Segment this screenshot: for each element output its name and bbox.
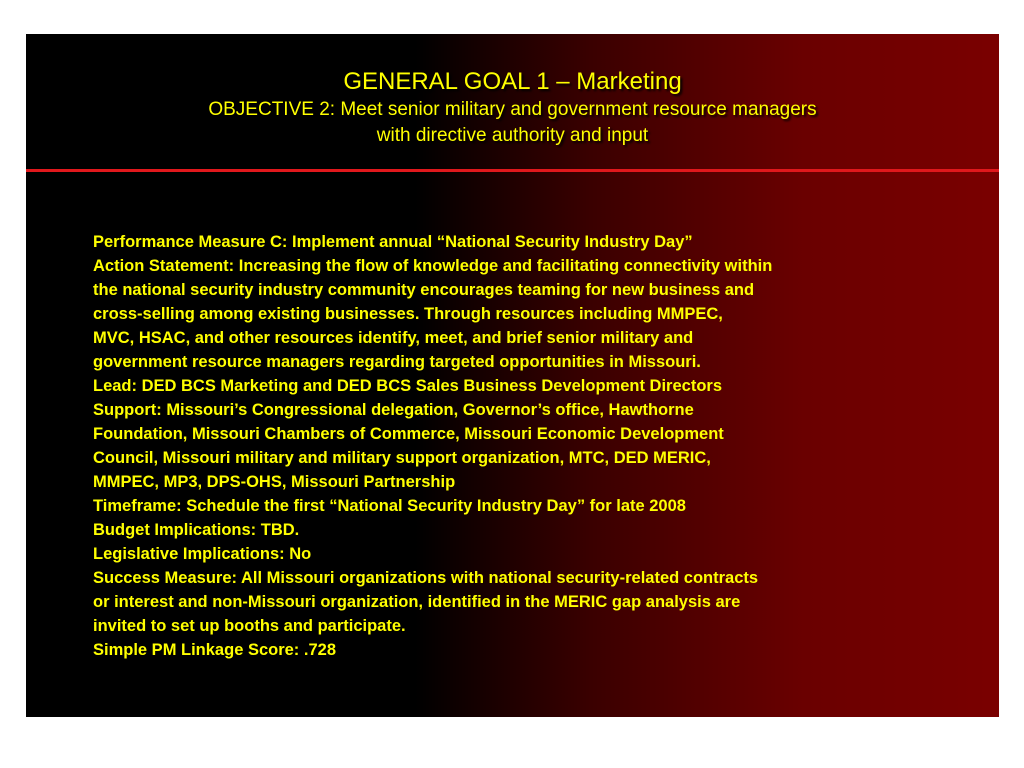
performance-measure-line: Performance Measure C: Implement annual “National Security Industry Day” xyxy=(93,233,693,251)
body-text-line: or interest and non-Missouri organization, identified in the MERIC gap analysis are xyxy=(93,593,741,611)
title-block xyxy=(26,67,999,149)
legislative-implications-line: Legislative Implications: No xyxy=(93,545,312,563)
body-text-line: Council, Missouri military and military support organization, MTC, DED MERIC, xyxy=(93,449,711,467)
success-measure-line: Success Measure: All Missouri organizations with national security-related contracts xyxy=(93,569,759,587)
slide-subtitle-line: with directive authority and input xyxy=(376,125,649,146)
slide-subtitle-line: OBJECTIVE 2: Meet senior military and government resource managers xyxy=(208,99,817,120)
timeframe-line: Timeframe: Schedule the first “National Security Industry Day” for late 2008 xyxy=(93,497,686,515)
body-text-line: MMPEC, MP3, DPS-OHS, Missouri Partnership xyxy=(93,473,456,491)
action-statement-line: Action Statement: Increasing the flow of knowledge and facilitating connectivity within xyxy=(93,257,773,275)
lead-line: Lead: DED BCS Marketing and DED BCS Sales Business Development Directors xyxy=(93,377,722,395)
slide-body xyxy=(93,230,953,662)
body-text-line: invited to set up booths and participate. xyxy=(93,617,406,635)
body-text-line: the national security industry community encourages teaming for new business and xyxy=(93,281,755,299)
body-text-line: government resource managers regarding targeted opportunities in Missouri. xyxy=(93,353,701,371)
title-divider xyxy=(26,169,999,172)
slide-title: GENERAL GOAL 1 – Marketing xyxy=(343,68,682,95)
budget-implications-line: Budget Implications: TBD. xyxy=(93,521,300,539)
body-text-line: MVC, HSAC, and other resources identify, meet, and brief senior military and xyxy=(93,329,694,347)
linkage-score-line: Simple PM Linkage Score: .728 xyxy=(93,641,337,659)
support-line: Support: Missouri’s Congressional delegation, Governor’s office, Hawthorne xyxy=(93,401,694,419)
body-text-line: cross-selling among existing businesses. Through resources including MMPEC, xyxy=(93,305,723,323)
slide xyxy=(26,34,999,717)
body-text-line: Foundation, Missouri Chambers of Commerce, Missouri Economic Development xyxy=(93,425,724,443)
